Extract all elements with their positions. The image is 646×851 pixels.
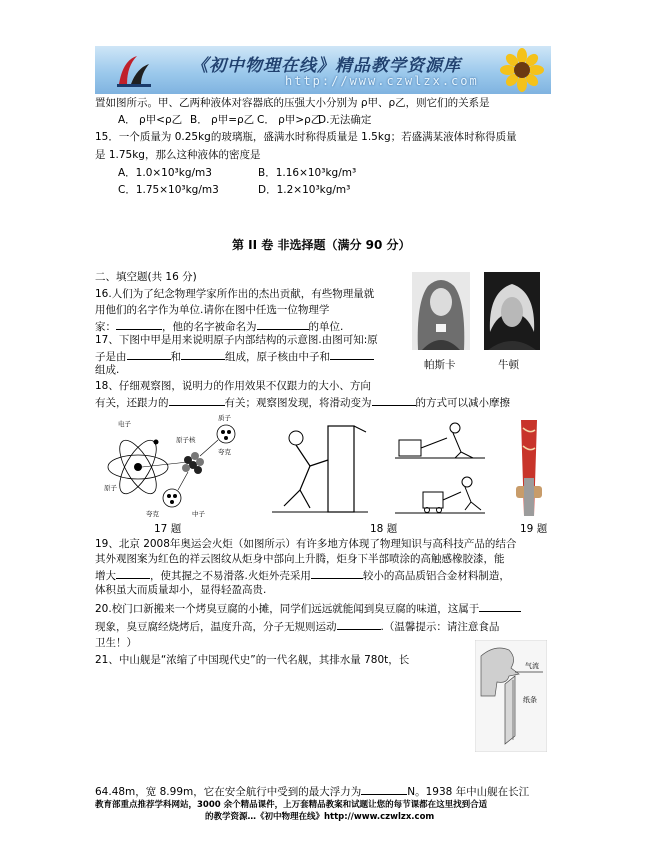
q16-blank-unit[interactable]: [257, 318, 309, 330]
q18-line1: 18、仔细观察图，说明力的作用效果不仅跟力的大小、方向: [95, 380, 371, 392]
q20-blank-2[interactable]: [337, 618, 381, 630]
q18-line2-a: 有关，还跟力的: [95, 397, 169, 409]
portrait-caption-newton: 牛顿: [498, 359, 519, 371]
q16-blank-scientist[interactable]: [116, 318, 162, 330]
q19-blank-2[interactable]: [311, 567, 363, 579]
q18-blank-2[interactable]: [372, 394, 416, 406]
q16-line3-c: 的单位.: [308, 321, 344, 333]
atom-label-atom: 原子: [104, 484, 117, 492]
q19-line3-c: 较小的高品质铝合金材料制造，: [362, 570, 510, 582]
q17-line2: [95, 348, 374, 364]
q17-line2-a: 子是由: [95, 351, 127, 363]
q15-line1: 15．一个质量为 0.25kg的玻璃瓶，盛满水时称得质量是 1.5kg；若盛满某液体时称得质量: [95, 131, 517, 143]
q20-line2-b: .（温馨提示：请注意食品: [380, 621, 500, 633]
q14-option-b: B． ρ甲=ρ乙: [190, 114, 255, 126]
q15-option-b: B．1.16×10³kg/m³: [258, 167, 357, 179]
q21-line2: [95, 783, 529, 799]
atom-label-quark-1: 夸克: [218, 448, 231, 456]
section-title: 第 II 卷 非选择题（满分 90 分）: [232, 238, 411, 252]
footer-line1: 教育部重点推荐学科网站，3000 余个精品课件，上万套精品教案和试题让您的每节课都在这里找到合适: [95, 800, 488, 810]
q16-line1: 16.人们为了纪念物理学家所作出的杰出贡献，有些物理量就: [95, 288, 375, 300]
caption-figure-19: 19 题: [520, 523, 548, 535]
q17-blank-2[interactable]: [181, 348, 225, 360]
caption-figure-17: 17 题: [154, 523, 182, 535]
atom-label-proton: 质子: [218, 414, 231, 422]
header-banner: [95, 46, 551, 94]
q19-line3-a: 增大: [95, 570, 116, 582]
q17-blank-3[interactable]: [330, 348, 374, 360]
banner-url[interactable]: http://www.czwlzx.com: [285, 74, 479, 88]
q14-line1: 置如图所示。甲、乙两种液体对容器底的压强大小分别为 ρ甲、ρ乙，则它们的关系是: [95, 97, 490, 109]
atom-label-electron: 电子: [118, 420, 131, 428]
site-logo-icon: [113, 50, 155, 90]
q19-line2: 其外观图案为红色的祥云图纹从炬身中部向上升腾，炬身下半部喷涂的高触感橡胶漆，能: [95, 553, 505, 565]
q20-line2-a: 现象，臭豆腐经烧烤后，温度升高，分子无规则运动: [95, 621, 337, 633]
q15-line2: 是 1.75kg，那么这种液体的密度是: [95, 149, 261, 161]
q14-option-c: C． ρ甲>ρ乙: [257, 114, 322, 126]
q17-line2-b: 和: [170, 351, 181, 363]
q17-blank-1[interactable]: [127, 348, 171, 360]
paper-strip-airflow-figure: [475, 640, 547, 752]
q21-blank-1[interactable]: [361, 783, 407, 795]
q21-line1: 21、中山舰是“浓缩了中国现代史”的一代名舰，其排水量 780t，长: [95, 654, 410, 666]
q20-line1: [95, 600, 521, 616]
q14-option-a: A． ρ甲<ρ乙: [118, 114, 183, 126]
sunflower-icon: [499, 48, 545, 92]
q15-option-d: D．1.2×10³kg/m³: [258, 184, 351, 196]
q21-line2-b: N。1938 年中山舰在长江: [407, 786, 530, 798]
q16-line3-a: 家：: [95, 321, 116, 333]
figure-label-airflow: 气流: [525, 662, 539, 670]
atom-structure-diagram: [100, 412, 250, 524]
friction-figures: [395, 418, 485, 516]
fill-blank-header: 二、填空题(共 16 分): [95, 271, 197, 283]
newton-portrait: [484, 272, 540, 350]
q15-option-c: C．1.75×10³kg/m3: [118, 184, 219, 196]
q18-line2: [95, 394, 510, 410]
door-push-figure: [270, 420, 370, 516]
atom-label-nucleus: 原子核: [176, 436, 196, 444]
q19-line3-b: ，使其握之不易滑落.火炬外壳采用: [150, 570, 311, 582]
q18-line2-c: 的方式可以减小摩擦: [415, 397, 510, 409]
q20-line3: 卫生！）: [95, 637, 137, 649]
q20-line2: [95, 618, 499, 634]
q18-line2-b: 有关；观察图发现，将滑动变为: [224, 397, 372, 409]
q16-line3: [95, 318, 343, 334]
atom-label-quark-2: 夸克: [146, 510, 159, 518]
q19-line4: 体积虽大而质量却小，显得轻盈高贵.: [95, 584, 267, 596]
q20-blank-1[interactable]: [479, 600, 521, 612]
footer-line2: 的教学资源…《初中物理在线》http://www.czwlzx.com: [205, 812, 435, 822]
olympic-torch-figure: [512, 418, 546, 518]
q19-blank-1[interactable]: [116, 567, 150, 579]
q16-line2: 用他们的名字作为单位.请你在图中任选一位物理学: [95, 304, 330, 316]
q19-line3: [95, 567, 510, 583]
atom-label-neutron: 中子: [192, 510, 205, 518]
q16-line3-b: ，他的名字被命名为: [162, 321, 257, 333]
portrait-caption-pascal: 帕斯卡: [424, 359, 456, 371]
q17-line1: 17、下图中甲是用来说明原子内部结构的示意图.由图可知:原: [95, 334, 378, 346]
q20-line1-a: 20.校门口新搬来一个烤臭豆腐的小摊，同学们远远就能闻到臭豆腐的味道，这属于: [95, 603, 480, 615]
q17-line3: 组成.: [95, 364, 120, 376]
q17-line2-c: 组成，原子核由中子和: [225, 351, 330, 363]
q18-blank-1[interactable]: [169, 394, 225, 406]
q14-option-d: D.无法确定: [318, 114, 372, 126]
q21-line2-a: 64.48m，宽 8.99m，它在安全航行中受到的最大浮力为: [95, 786, 362, 798]
banner-title: 《初中物理在线》精品教学资源库: [191, 56, 461, 76]
q19-line1: 19、北京 2008年奥运会火炬（如图所示）有许多地方体现了物理知识与高科技产品的结合: [95, 538, 517, 550]
q15-option-a: A．1.0×10³kg/m3: [118, 167, 212, 179]
figure-label-paper-strip: 纸条: [523, 696, 537, 704]
caption-figure-18: 18 题: [370, 523, 398, 535]
pascal-portrait: [412, 272, 470, 350]
